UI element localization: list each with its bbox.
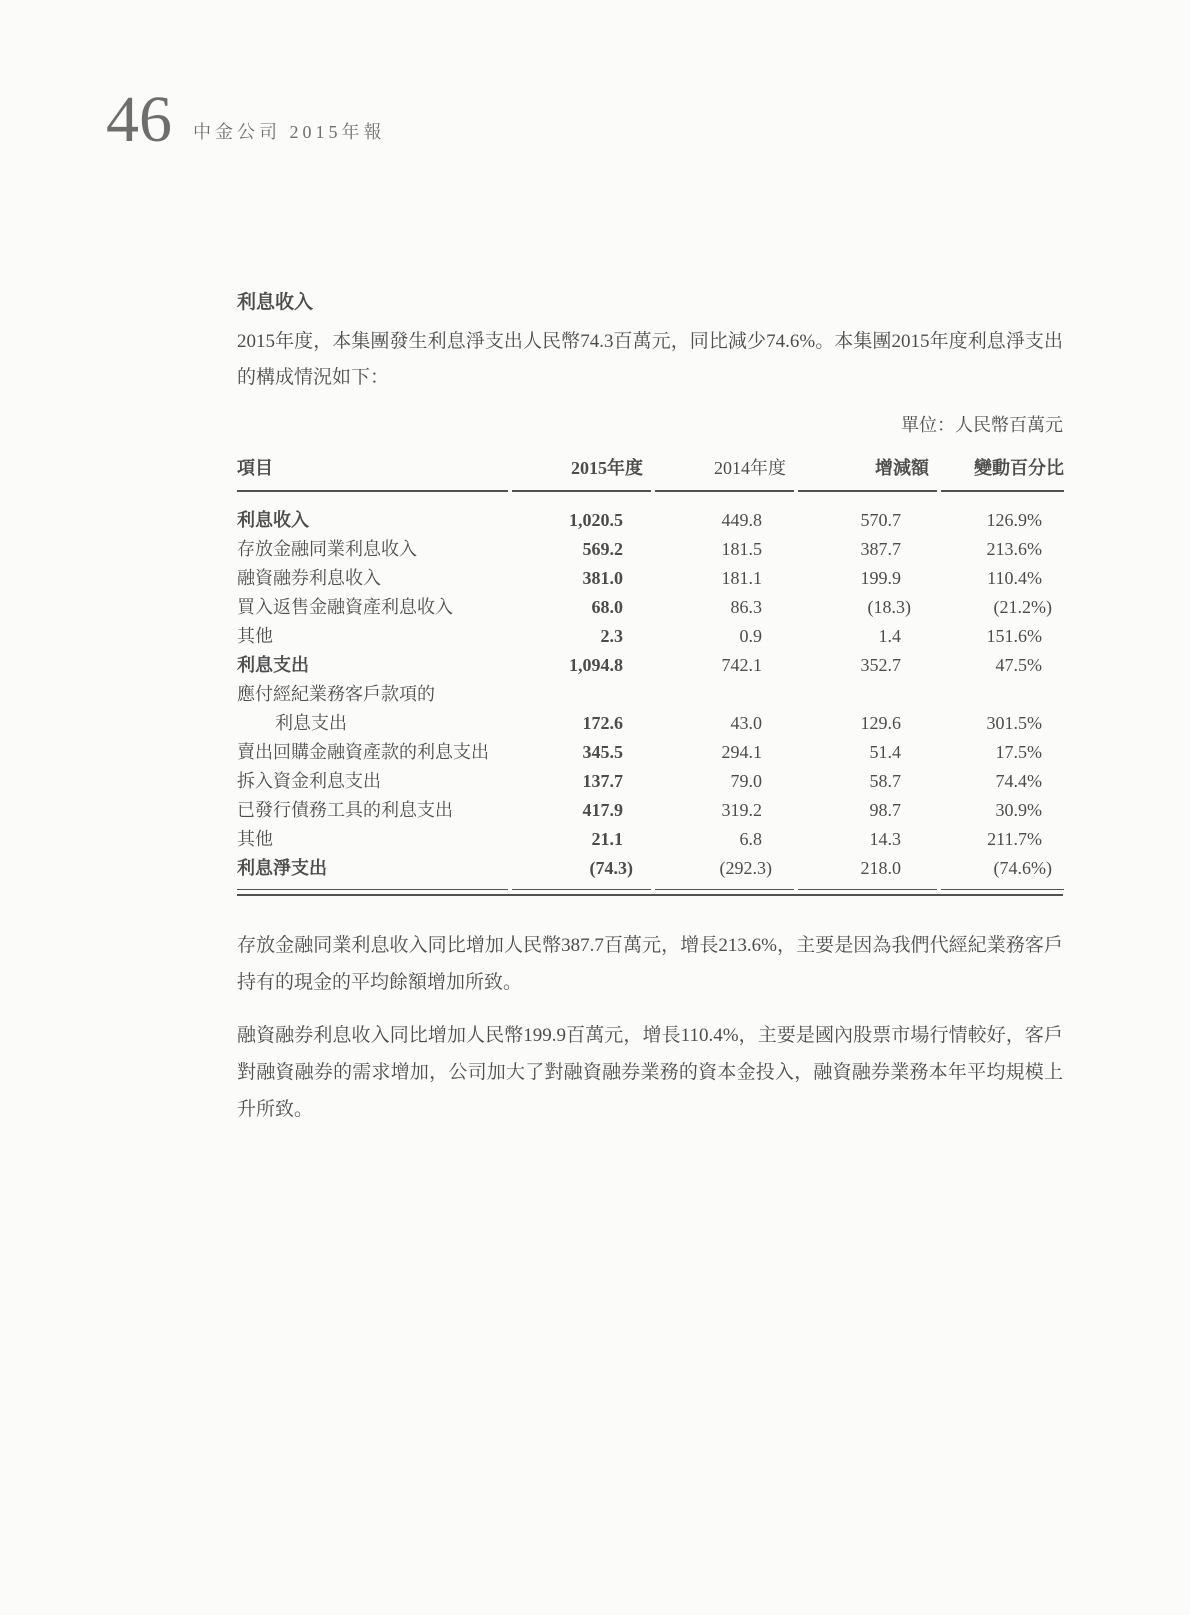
note-paragraph-deposits: 存放金融同業利息收入同比增加人民幣387.7百萬元，增長213.6%，主要是因為我們代經紀業務客戶持有的現金的平均餘額增加所致。 (237, 935, 1063, 993)
cell-pct-change: 151.6% (986, 626, 1042, 646)
cell-pct-change: 17.5% (995, 742, 1042, 762)
table-row (237, 535, 1064, 564)
cell-change: 218.0 (798, 854, 937, 890)
note-paragraph-margin-financing: 融資融券利息收入同比增加人民幣199.9百萬元，增長110.4%，主要是國內股票市場行情較好，客戶對融資融券的需求增加，公司加大了對融資融券業務的資本金投入，融資融券業務本年平均規模上升所致。 (237, 1025, 1063, 1120)
cell-pct-change: 213.6% (986, 539, 1042, 559)
table-row (237, 564, 1064, 593)
cell-2014: 319.2 (721, 800, 762, 820)
table-header-row (237, 457, 1064, 492)
column-header-change: 增減額 (798, 457, 937, 492)
cell-2014: 86.3 (730, 597, 762, 617)
column-header-item: 項目 (237, 457, 508, 492)
table-row (237, 738, 1064, 767)
row-label: 存放金融同業利息收入 (237, 539, 417, 559)
cell-pct-change: 47.5% (995, 655, 1042, 675)
report-title: 中金公司 2015年報 (193, 122, 386, 142)
page-number: 46 (106, 83, 172, 156)
cell-pct-change: 74.4% (995, 771, 1042, 791)
cell-2014: 79.0 (730, 771, 762, 791)
table-row (237, 651, 1064, 680)
row-label: 應付經紀業務客戶款項的 (237, 684, 435, 704)
cell-pct-change (941, 680, 1064, 709)
cell-2014: 181.1 (721, 568, 762, 588)
cell-change: 387.7 (860, 539, 901, 559)
cell-change: 199.9 (860, 568, 901, 588)
cell-change: 129.6 (860, 713, 901, 733)
column-header-2015: 2015年度 (512, 457, 651, 492)
cell-pct-change: 30.9% (995, 800, 1042, 820)
table-row (237, 680, 1064, 709)
cell-2015: 1,094.8 (569, 655, 623, 675)
column-header-pct-change: 變動百分比 (941, 457, 1064, 492)
table-row (237, 593, 1064, 622)
row-label: 利息收入 (237, 510, 309, 530)
section-title: 利息收入 (237, 292, 314, 313)
cell-2015 (512, 680, 651, 709)
cell-2015: 345.5 (582, 742, 623, 762)
cell-2015: (74.3) (512, 854, 651, 890)
cell-pct-change: 110.4% (987, 568, 1042, 588)
cell-2015: 137.7 (582, 771, 623, 791)
cell-2014: 181.5 (721, 539, 762, 559)
cell-pct-change: 301.5% (986, 713, 1042, 733)
row-label: 已發行債務工具的利息支出 (237, 800, 453, 820)
cell-2015: 381.0 (582, 568, 623, 588)
table-body (237, 492, 1064, 890)
unit-note: 單位：人民幣百萬元 (901, 415, 1063, 435)
table-row (237, 709, 1064, 738)
cell-pct-change: (21.2%) (993, 597, 1052, 617)
row-label: 其他 (237, 626, 273, 646)
cell-2014: (292.3) (655, 854, 794, 890)
cell-2014: 43.0 (730, 713, 762, 733)
cell-2015: 1,020.5 (569, 510, 623, 530)
interest-breakdown-table (233, 457, 1068, 890)
table-row (237, 622, 1064, 651)
table-row (237, 492, 1064, 535)
cell-change: (18.3) (867, 597, 911, 617)
row-label: 利息支出 (237, 655, 309, 675)
cell-2014 (655, 680, 794, 709)
cell-pct-change: 126.9% (986, 510, 1042, 530)
column-header-2014: 2014年度 (655, 457, 794, 492)
cell-2014: 449.8 (721, 510, 762, 530)
intro-paragraph: 2015年度，本集團發生利息淨支出人民幣74.3百萬元，同比減少74.6%。本集團2015年度利息淨支出的構成情況如下： (237, 331, 1063, 388)
page-content (237, 291, 1063, 1128)
cell-2015: 417.9 (582, 800, 623, 820)
table-row (237, 854, 1064, 890)
row-label: 其他 (237, 829, 273, 849)
row-label: 利息支出 (275, 713, 347, 733)
cell-change: 58.7 (869, 771, 901, 791)
row-label: 利息淨支出 (237, 854, 508, 890)
cell-change: 1.4 (878, 626, 901, 646)
cell-change: 51.4 (869, 742, 901, 762)
cell-change (798, 680, 937, 709)
cell-2014: 294.1 (721, 742, 762, 762)
cell-2014: 6.8 (739, 829, 762, 849)
table-row (237, 825, 1064, 854)
table-row (237, 767, 1064, 796)
cell-2015: 68.0 (591, 597, 623, 617)
cell-change: 14.3 (869, 829, 901, 849)
row-label: 融資融券利息收入 (237, 568, 381, 588)
row-label: 賣出回購金融資產款的利息支出 (237, 742, 489, 762)
cell-2014: 742.1 (721, 655, 762, 675)
cell-change: 98.7 (869, 800, 901, 820)
cell-2015: 21.1 (591, 829, 623, 849)
cell-2015: 569.2 (582, 539, 623, 559)
row-label: 買入返售金融資產利息收入 (237, 597, 453, 617)
cell-2014: 0.9 (739, 626, 762, 646)
row-label: 拆入資金利息支出 (237, 771, 381, 791)
cell-2015: 172.6 (582, 713, 623, 733)
cell-pct-change: (74.6%) (941, 854, 1064, 890)
cell-pct-change: 211.7% (987, 829, 1042, 849)
table-row (237, 796, 1064, 825)
table-bottom-rule (237, 894, 1063, 896)
cell-change: 352.7 (860, 655, 901, 675)
cell-2015: 2.3 (600, 626, 623, 646)
cell-change: 570.7 (860, 510, 901, 530)
